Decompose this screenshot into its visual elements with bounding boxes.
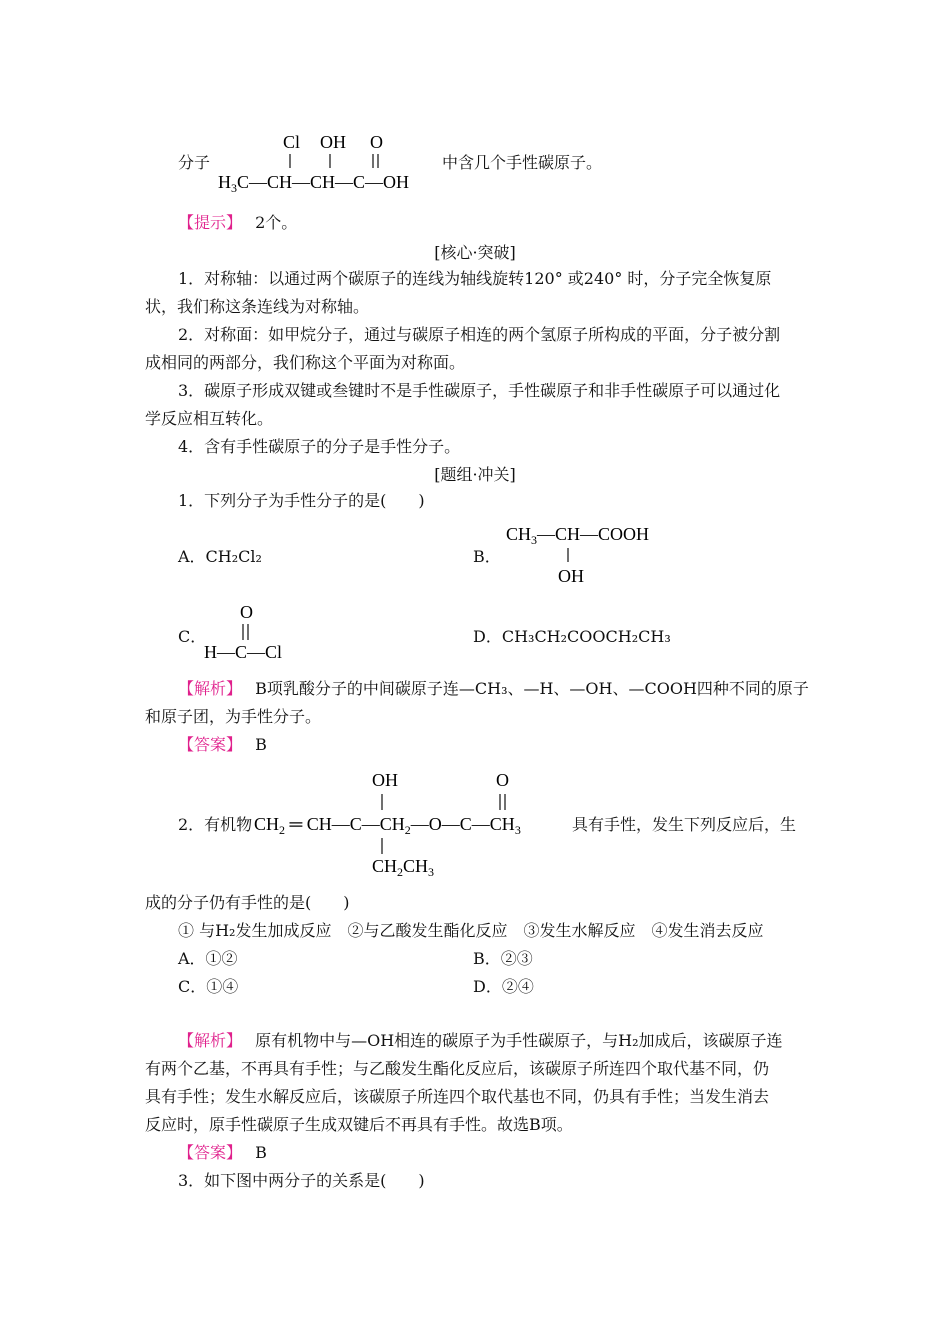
q2-analysis-tag: 【解析】 bbox=[178, 1031, 243, 1050]
q2-options-line: ① 与H₂发生加成反应 ②与乙酸发生酯化反应 ③发生水解反应 ④发生消去反应 bbox=[178, 921, 764, 940]
q1-option-d: D．CH₃CH₂COOCH₂CH₃ bbox=[473, 627, 671, 646]
q0-prefix: 分子 bbox=[178, 153, 211, 172]
q2-analysis-l4: 反应时，原手性碳原子生成双键后不再具有手性。故选B项。 bbox=[145, 1115, 573, 1134]
q0-o: O bbox=[370, 132, 383, 152]
hint-line bbox=[178, 212, 297, 234]
q2-oh: OH bbox=[372, 770, 398, 790]
group-header: [题组·冲关] bbox=[434, 465, 516, 484]
q1-stem: 1．下列分子为手性分子的是( ) bbox=[178, 491, 425, 510]
svg-text:CH3—CH—COOH: $CH_3—CH—COOH$ bbox=[506, 524, 650, 547]
q1-c-main: H—C—Cl bbox=[204, 642, 283, 662]
q0-cl: Cl bbox=[283, 132, 301, 152]
q2-option-d: D．②④ bbox=[473, 977, 534, 996]
q1-analysis-l2: 和原子团，为手性分子。 bbox=[145, 707, 322, 726]
svg-text:CH2CH3: $CH_2CH_3$ bbox=[372, 856, 435, 879]
core-4-l1: 4．含有手性碳原子的分子是手性分子。 bbox=[178, 437, 461, 456]
core-1-l2: 状，我们称这条连线为对称轴。 bbox=[145, 297, 370, 316]
q2-option-a: A．①② bbox=[178, 949, 238, 968]
q0-suffix: 中含几个手性碳原子。 bbox=[442, 153, 603, 172]
q2-answer-tag: 【答案】 bbox=[178, 1143, 243, 1162]
q2-stem-prefix: 2．有机物 bbox=[178, 815, 253, 834]
q1-option-b-label: B． bbox=[473, 547, 501, 566]
q1-option-a: A．CH₂Cl₂ bbox=[178, 547, 262, 566]
q1-b-oh: OH bbox=[558, 566, 584, 586]
q2-stem-suffix: 具有手性，发生下列反应后，生 bbox=[572, 815, 797, 834]
q1-option-b-formula bbox=[500, 518, 680, 588]
q0-structural-formula bbox=[210, 128, 440, 200]
q3-stem: 3．如下图中两分子的关系是( ) bbox=[178, 1171, 425, 1190]
q1-c-o: O bbox=[240, 602, 253, 622]
q0-oh: OH bbox=[320, 132, 346, 152]
q2-analysis-l3: 具有手性；发生水解反应后，该碳原子所连四个取代基也不同，仍具有手性；当发生消去 bbox=[145, 1087, 770, 1106]
core-header: [核心·突破] bbox=[434, 243, 516, 262]
q1-analysis-tag: 【解析】 bbox=[178, 679, 243, 698]
q2-analysis-l1: 【解析】 原有机物中与—OH相连的碳原子为手性碳原子，与H₂加成后，该碳原子连 bbox=[178, 1031, 783, 1050]
q1-answer: 【答案】 B bbox=[178, 735, 267, 754]
core-2-l2: 成相同的两部分，我们称这个平面为对称面。 bbox=[145, 353, 466, 372]
hint-tag: 【提示】 bbox=[178, 213, 243, 232]
q2-answer: 【答案】 B bbox=[178, 1143, 267, 1162]
q1-option-c-label: C． bbox=[178, 627, 207, 646]
q1-option-c-formula bbox=[200, 598, 310, 664]
core-3-l2: 学反应相互转化。 bbox=[145, 409, 274, 428]
q2-option-b: B．②③ bbox=[473, 949, 533, 968]
svg-text:H3C—CH—CH—C—OH: $H_3C—CH—CH—C—OH$ bbox=[218, 172, 410, 195]
hint-text: 2个。 bbox=[255, 213, 298, 232]
core-3-l1: 3．碳原子形成双键或叁键时不是手性碳原子，手性碳原子和非手性碳原子可以通过化 bbox=[178, 381, 781, 400]
q1-answer-tag: 【答案】 bbox=[178, 735, 243, 754]
core-1-l1: 1．对称轴：以通过两个碳原子的连线为轴线旋转120° 或240° 时，分子完全恢复原 bbox=[178, 269, 772, 288]
svg-text:CH2 ═ CH—C—CH2—O—C—CH3: $CH_2$ ═ $CH—C—CH_2—O—C—CH_3$ bbox=[254, 814, 521, 837]
core-2-l1: 2．对称面：如甲烷分子，通过与碳原子相连的两个氢原子所构成的平面，分子被分割 bbox=[178, 325, 781, 344]
q2-analysis-l2: 有两个乙基，不再具有手性；与乙酸发生酯化反应后，该碳原子所连四个取代基不同，仍 bbox=[145, 1059, 770, 1078]
q2-o: O bbox=[496, 770, 509, 790]
q2-stem-l2: 成的分子仍有手性的是( ) bbox=[145, 893, 350, 912]
q2-option-c: C．①④ bbox=[178, 977, 239, 996]
q2-structural-formula bbox=[250, 766, 572, 880]
q1-analysis-l1: 【解析】 B项乳酸分子的中间碳原子连—CH₃、—H、—OH、—COOH四种不同的原子 bbox=[178, 679, 809, 698]
